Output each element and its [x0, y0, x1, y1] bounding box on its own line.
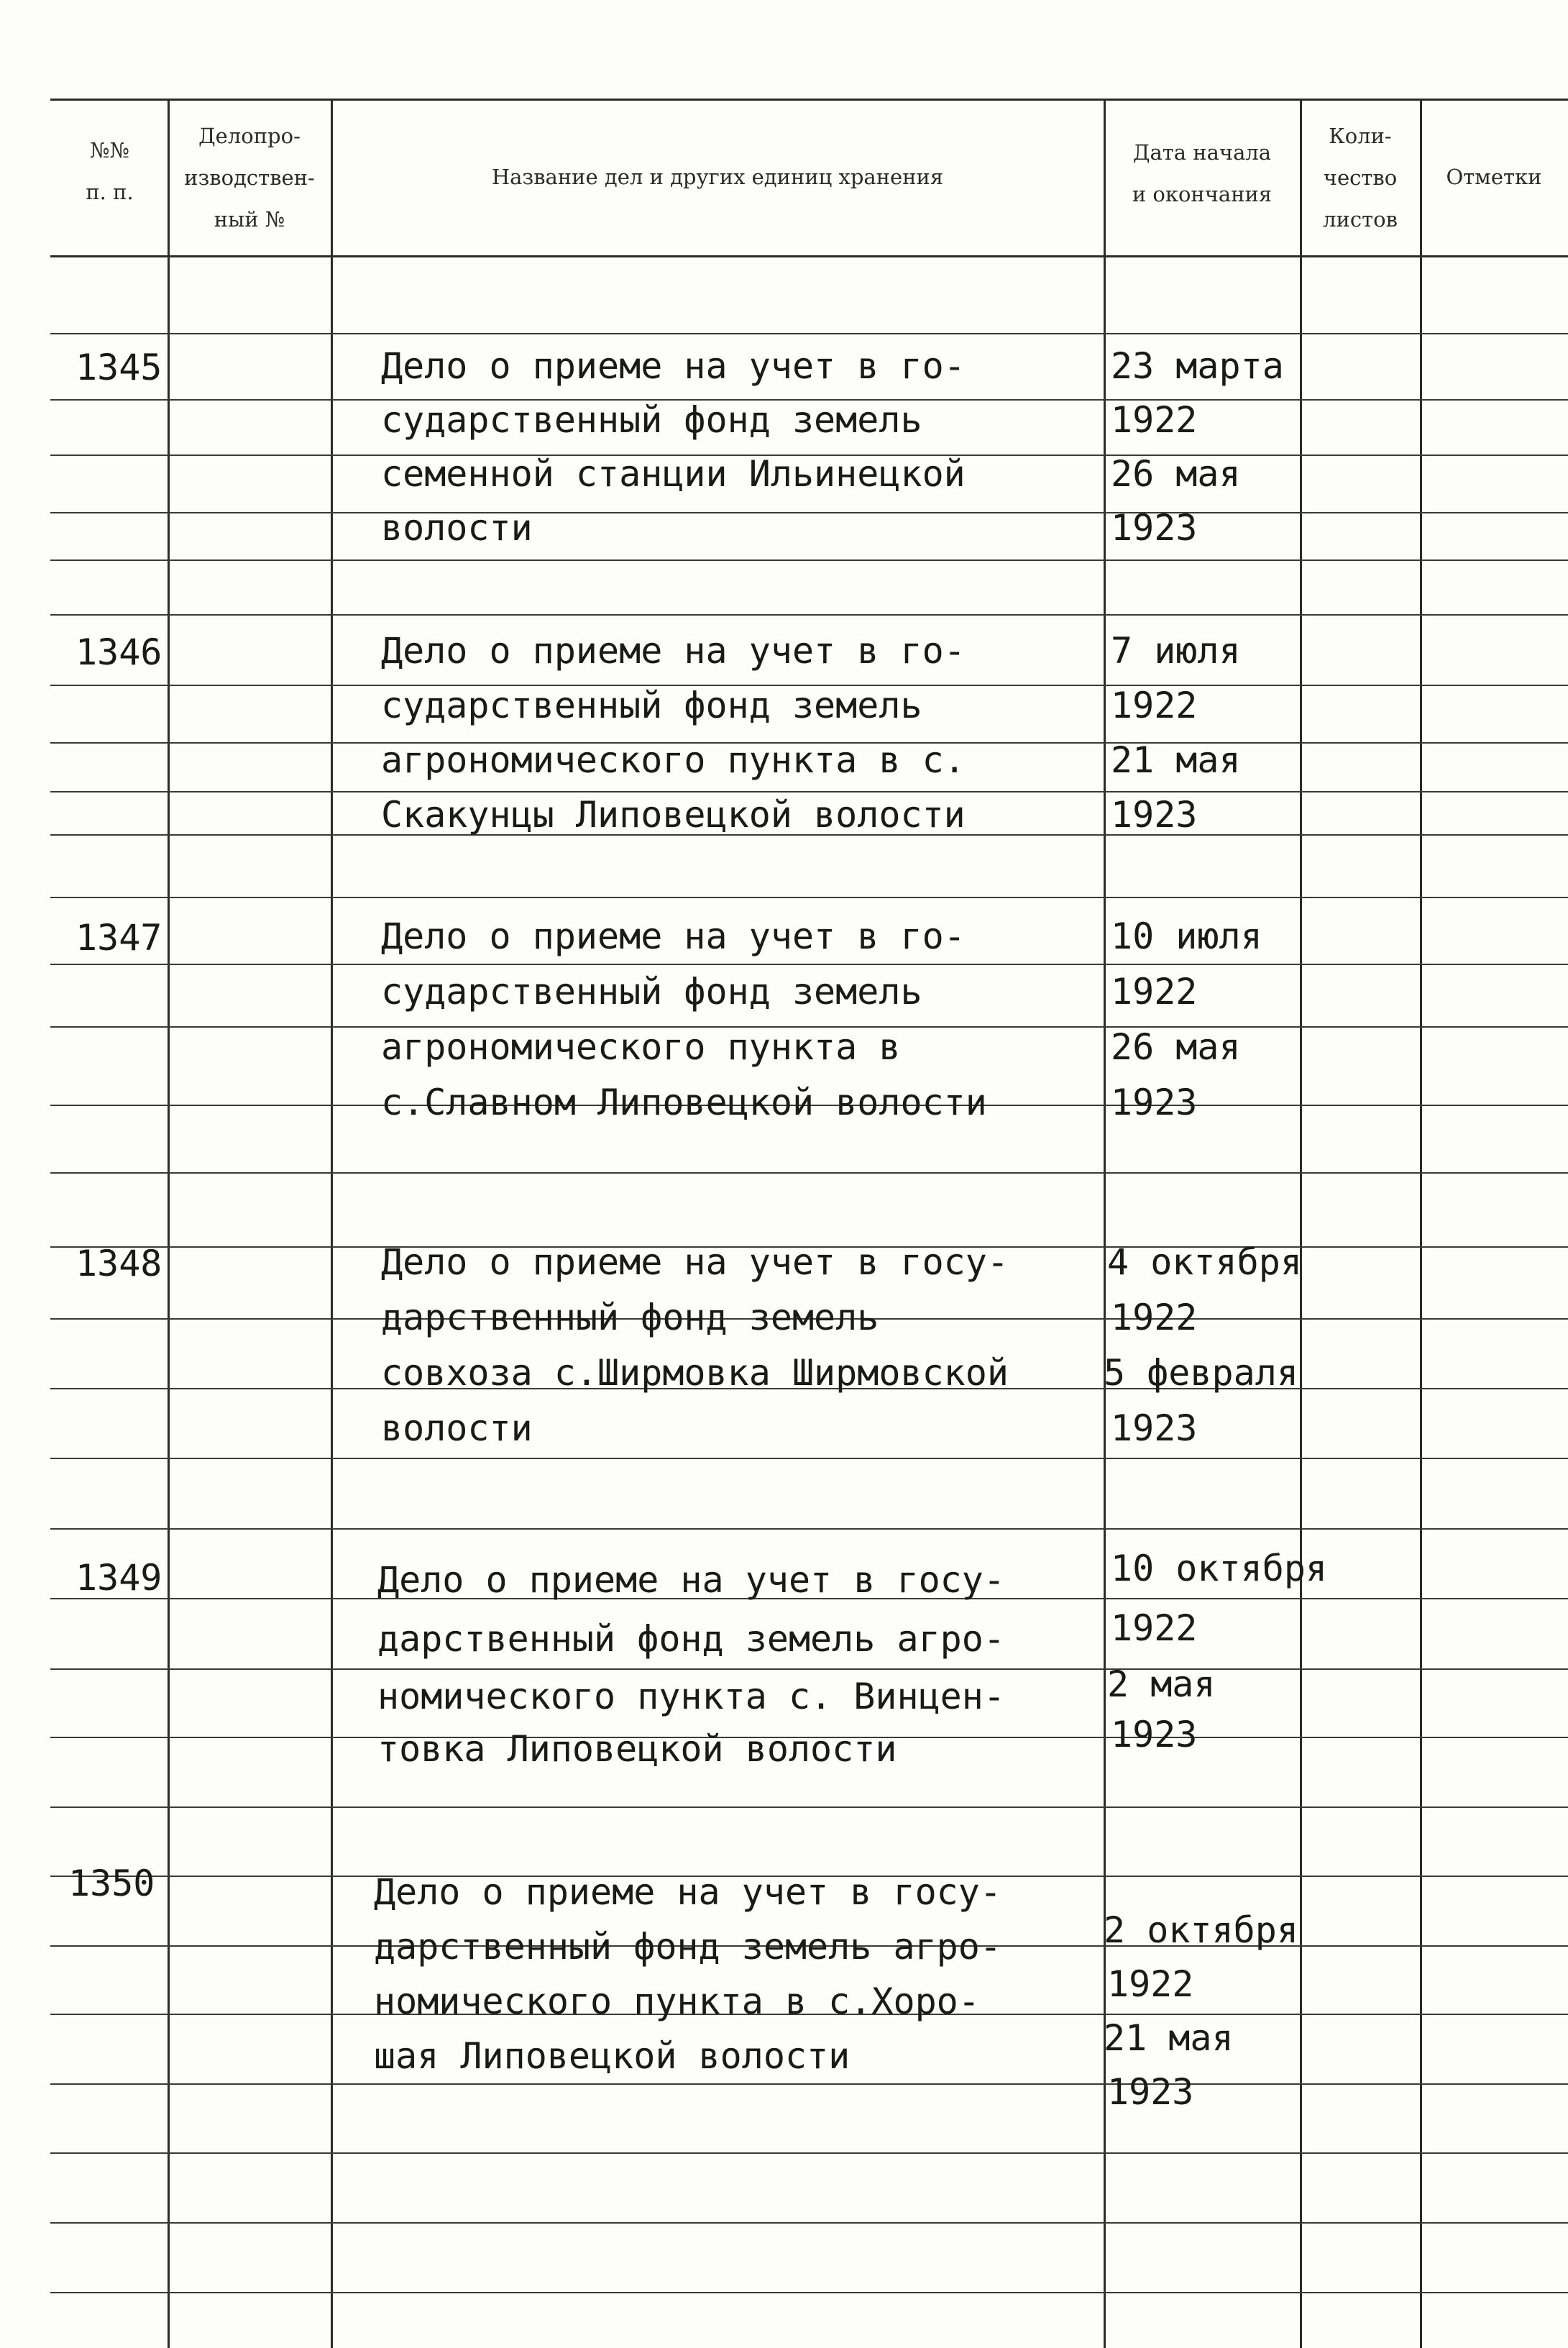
record-date-line: 1923 [1111, 507, 1198, 549]
record-date-line: 1923 [1111, 1407, 1198, 1449]
ruled-line [50, 2152, 1568, 2154]
record-title-line: сударственный фонд земель [381, 399, 922, 441]
record-date-line: 4 октября [1107, 1241, 1302, 1283]
ruled-line [50, 1806, 1568, 1808]
record-number: 1345 [75, 347, 162, 388]
record-title-line: Дело о приеме на учет в го- [381, 345, 966, 387]
record-date-line: 21 мая [1111, 739, 1241, 781]
ruled-line [50, 964, 1568, 965]
ruled-line [50, 897, 1568, 898]
record-title-line: дарственный фонд земель [381, 1297, 879, 1338]
ruled-line [50, 1668, 1568, 1670]
record-date-line: 2 мая [1107, 1663, 1216, 1705]
record-title-line: сударственный фонд земель [381, 685, 922, 726]
record-date-line: 1923 [1107, 2071, 1194, 2113]
record-number: 1349 [75, 1557, 162, 1599]
header-dates-line: и окончания [1132, 182, 1273, 206]
header-dates-line: Дата начала [1132, 140, 1272, 165]
record-date-line: 1923 [1111, 794, 1198, 836]
column-divider [331, 101, 333, 2348]
record-title-line: агрономического пункта в с. [381, 739, 966, 781]
record-title-line: дарственный фонд земель агро- [377, 1618, 1005, 1660]
record-title-line: Скакунцы Липовецкой волости [381, 794, 966, 836]
record-number: 1350 [68, 1863, 155, 1904]
header-title-text: Название дел и других единиц хранения [491, 165, 944, 189]
record-date-line: 1922 [1111, 685, 1198, 726]
record-date-line: 2 октября [1104, 1909, 1298, 1951]
column-divider [1104, 101, 1106, 2348]
record-title-line: дарственный фонд земель агро- [374, 1926, 1001, 1968]
ruled-line [50, 2083, 1568, 2085]
column-divider [1300, 101, 1302, 2348]
record-date-line: 26 мая [1111, 1026, 1241, 1068]
record-title-line: сударственный фонд земель [381, 971, 922, 1013]
record-date-line: 1922 [1111, 1607, 1198, 1649]
record-date-line: 10 июля [1111, 915, 1262, 957]
header-number-line: №№ [90, 138, 129, 163]
header-office-number-line: Делопро- [198, 124, 301, 148]
record-date-line: 21 мая [1104, 2017, 1234, 2059]
ruled-line [50, 2292, 1568, 2293]
header-sheets-line: чество [1323, 165, 1398, 190]
record-title-line: Дело о приеме на учет в госу- [381, 1241, 1009, 1283]
record-title-line: Дело о приеме на учет в госу- [377, 1559, 1005, 1601]
record-title-line: волости [381, 1407, 533, 1449]
record-date-line: 1922 [1111, 399, 1198, 441]
record-title-line: семенной станции Ильинецкой [381, 453, 966, 495]
record-date-line: 1923 [1111, 1714, 1198, 1755]
record-title-line: волости [381, 507, 533, 549]
ruled-line [50, 2222, 1568, 2224]
record-date-line: 7 июля [1111, 630, 1241, 672]
record-title-line: Дело о приеме на учет в го- [381, 915, 966, 957]
record-date-line: 1922 [1111, 1297, 1198, 1338]
ruled-line [50, 1458, 1568, 1459]
record-number: 1347 [75, 917, 162, 959]
record-title-line: номического пункта в с.Хоро- [374, 1981, 980, 2022]
ruled-line [50, 559, 1568, 561]
header-dates [1106, 132, 1298, 215]
record-title-line: Дело о приеме на учет в го- [381, 630, 966, 672]
header-notes [1422, 156, 1566, 198]
header-office-number [170, 115, 329, 240]
header-sheets-line: листов [1323, 207, 1398, 232]
record-title-line: совхоза с.Ширмовка Ширмовской [381, 1352, 1009, 1394]
record-number: 1348 [75, 1243, 162, 1284]
record-title-line: агрономического пункта в [381, 1026, 901, 1068]
record-number: 1346 [75, 631, 162, 673]
record-title-line: номического пункта с. Винцен- [377, 1676, 1005, 1717]
header-title [333, 156, 1102, 198]
record-date-line: 1923 [1111, 1082, 1198, 1123]
column-divider [1420, 101, 1422, 2348]
record-title-line: товка Липовецкой волости [377, 1728, 897, 1770]
header-bottom-rule [50, 255, 1568, 257]
record-title-line: шая Липовецкой волости [374, 2035, 851, 2077]
record-date-line: 1922 [1107, 1963, 1194, 2005]
record-title-line: с.Славном Липовецкой волости [381, 1082, 987, 1123]
header-notes-text: Отметки [1446, 165, 1542, 189]
record-date-line: 23 марта [1111, 345, 1284, 387]
ruled-line [50, 333, 1568, 334]
column-divider [168, 101, 170, 2348]
header-sheets-line: Коли- [1329, 124, 1392, 148]
record-date-line: 26 мая [1111, 453, 1241, 495]
header-number [54, 129, 165, 213]
ruled-line [50, 791, 1568, 792]
header-top-rule [50, 99, 1568, 101]
ruled-line [50, 1172, 1568, 1174]
ruled-line [50, 614, 1568, 616]
record-date-line: 10 октября [1111, 1548, 1328, 1589]
record-date-line: 1922 [1111, 971, 1198, 1013]
record-date-line: 5 февраля [1104, 1352, 1298, 1394]
header-office-number-line: ный № [214, 207, 285, 232]
record-title-line: Дело о приеме на учет в госу- [374, 1871, 1001, 1913]
ruled-line [50, 512, 1568, 513]
header-number-line: п. п. [86, 180, 134, 204]
header-office-number-line: изводствен- [184, 165, 315, 190]
ruled-line [50, 1528, 1568, 1530]
header-sheets [1302, 115, 1418, 240]
